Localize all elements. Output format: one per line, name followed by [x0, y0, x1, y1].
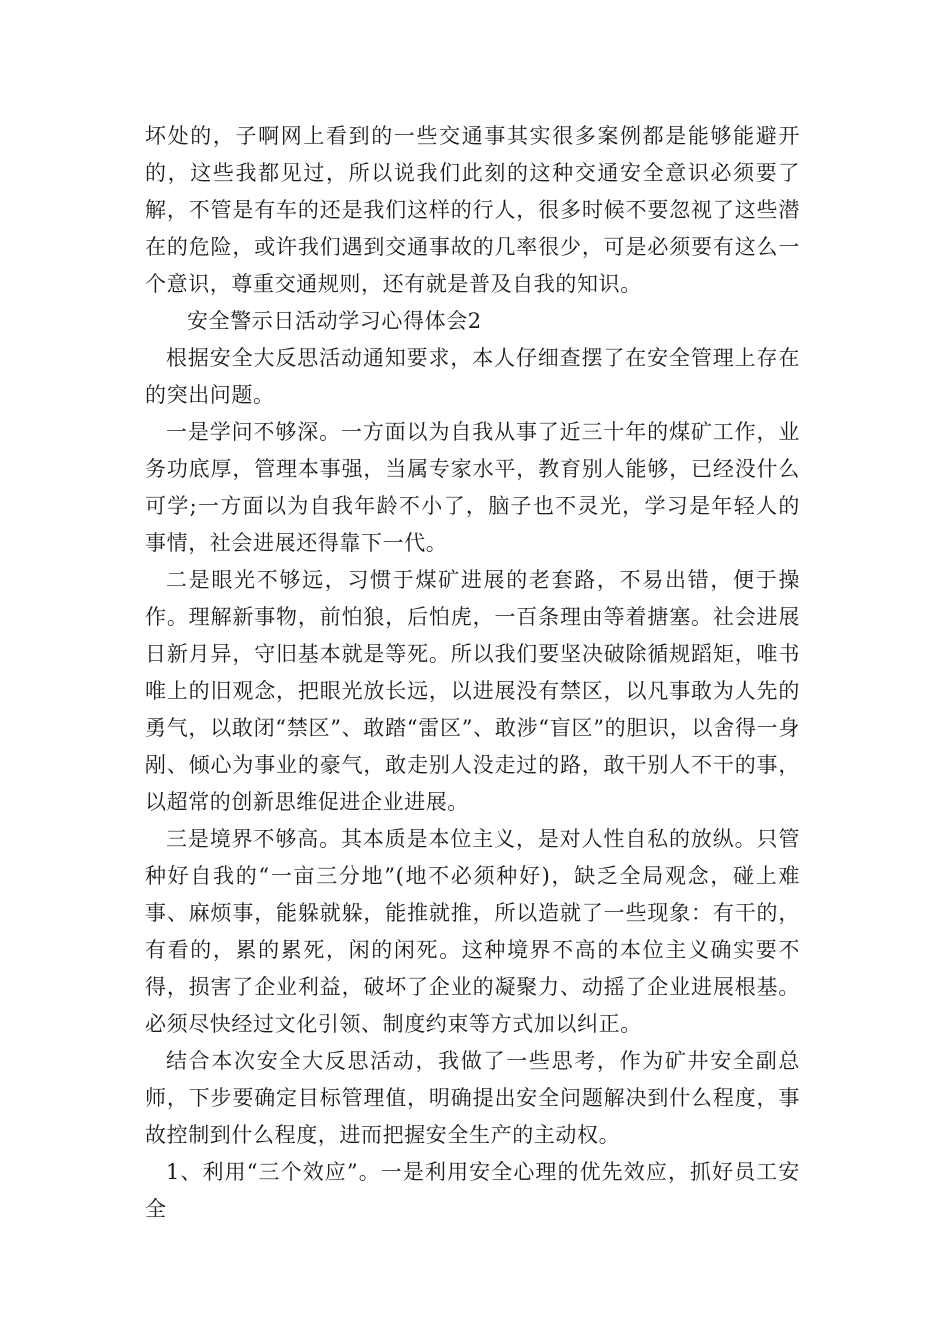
- paragraph-traffic-safety-conclusion: 坏处的，子啊网上看到的一些交通事其实很多案例都是能够能避开的，这些我都见过，所以说我们此刻的这种交通安全意识必须要了解，不管是有车的还是我们这样的行人，很多时候不要忽视了这些潜在的危险，或许我们遇到交通事故的几率很少，可是必须要有这么一个意识，尊重交通规则，还有就是普及自我的知识。: [145, 124, 800, 296]
- paragraph-point-one: 一是学问不够深。一方面以为自我从事了近三十年的煤矿工作，业务功底厚，管理本事强，当属专家水平，教育别人能够，已经没什么可学;一方面以为自我年龄不小了，脑子也不灵光，学习是年轻人的事情，社会进展还得靠下一代。: [145, 420, 800, 555]
- paragraph-point-three: 三是境界不够高。其本质是本位主义，是对人性自私的放纵。只管种好自我的“一亩三分地”(地不必须种好)，缺乏全局观念，碰上难事、麻烦事，能躲就躲，能推就推，所以造就了一些现象：有干的，有看的，累的累死，闲的闲死。这种境界不高的本位主义确实要不得，损害了企业利益，破坏了企业的凝聚力、动摇了企业进展根基。必须尽快经过文化引领、制度约束等方式加以纠正。: [145, 827, 800, 1036]
- paragraph-point-two: 二是眼光不够远，习惯于煤矿进展的老套路，不易出错，便于操作。理解新事物，前怕狼，后怕虎，一百条理由等着搪塞。社会进展日新月异，守旧基本就是等死。所以我们要坚决破除循规蹈矩，唯书唯上的旧观念，把眼光放长远，以进展没有禁区，以凡事敢为人先的勇气，以敢闭“禁区”、敢踏“雷区”、敢涉“盲区”的胆识，以舍得一身剐、倾心为事业的豪气，敢走别人没走过的路，敢干别人不干的事，以超常的创新思维促进企业进展。: [145, 568, 800, 814]
- section-title: 安全警示日活动学习心得体会2: [187, 309, 482, 333]
- paragraph-intro: 根据安全大反思活动通知要求，本人仔细查摆了在安全管理上存在的突出问题。: [145, 346, 800, 407]
- document-body: [145, 118, 800, 1228]
- paragraph-reflection: 结合本次安全大反思活动，我做了一些思考，作为矿井安全副总师，下步要确定目标管理值，明确提出安全问题解决到什么程度，事故控制到什么程度，进而把握安全生产的主动权。: [145, 1049, 800, 1147]
- paragraph-item-one: 1、利用“三个效应”。一是利用安全心理的优先效应，抓好员工安全: [145, 1160, 800, 1221]
